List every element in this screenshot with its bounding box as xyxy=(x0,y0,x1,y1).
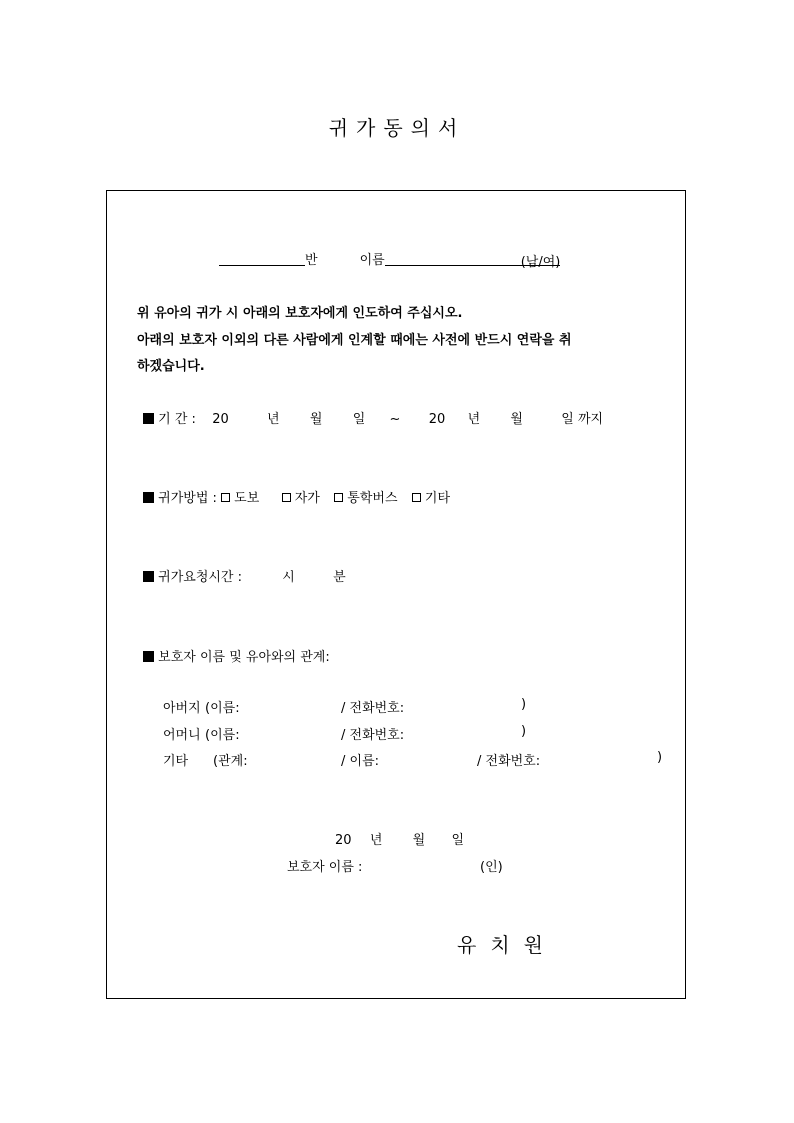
mother-relation: 어머니 xyxy=(163,728,201,743)
intro-line-1: 위 유아의 귀가 시 아래의 보호자에게 인도하여 주십시오. xyxy=(137,306,463,321)
signature-month: 월 xyxy=(412,833,426,848)
bullet-square-icon xyxy=(143,492,154,503)
method-row xyxy=(143,487,450,506)
period-day-until: 일 까지 xyxy=(561,412,604,427)
request-time-hour: 시 xyxy=(282,570,295,585)
request-time-row xyxy=(143,566,346,585)
class-blank[interactable] xyxy=(219,251,305,266)
signature-year-prefix: 20 xyxy=(335,833,352,848)
period-tilde: ~ xyxy=(389,412,401,427)
guardian-row xyxy=(143,646,330,665)
mother-close: ) xyxy=(521,724,527,739)
period-year-2: 년 xyxy=(467,412,481,427)
period-month-1: 월 xyxy=(309,412,323,427)
other-name-label: / 이름: xyxy=(341,754,380,769)
period-year-prefix-1: 20 xyxy=(212,412,229,427)
consent-form-frame xyxy=(106,190,686,999)
name-blank[interactable] xyxy=(385,251,521,266)
bullet-square-icon xyxy=(143,651,154,662)
father-phone-label: / 전화번호: xyxy=(341,701,405,716)
checkbox-other[interactable] xyxy=(412,493,421,502)
other-relation: 기타 xyxy=(163,754,189,769)
request-time-minute: 분 xyxy=(333,570,346,585)
father-relation: 아버지 xyxy=(163,701,201,716)
method-option-bus: 통학버스 xyxy=(347,491,398,506)
mother-name-label: (이름: xyxy=(205,728,240,743)
method-option-other: 기타 xyxy=(424,491,451,506)
name-label: 이름 xyxy=(359,253,385,268)
guardian-label: 보호자 이름 및 유아와의 관계: xyxy=(158,650,330,665)
bullet-square-icon xyxy=(143,571,154,582)
signature-name-label: 보호자 이름 : xyxy=(287,860,363,875)
bullet-square-icon xyxy=(143,413,154,424)
other-close: ) xyxy=(657,750,663,765)
period-day-1: 일 xyxy=(352,412,366,427)
signature-seal: (인) xyxy=(480,860,503,875)
period-year-1: 년 xyxy=(267,412,280,427)
checkbox-walk[interactable] xyxy=(221,493,230,502)
signature-day: 일 xyxy=(451,833,465,848)
class-label: 반 xyxy=(305,253,318,268)
intro-line-3: 하겠습니다. xyxy=(137,359,205,374)
request-time-label: 귀가요청시간 : xyxy=(158,570,243,585)
period-label: 기 간 : xyxy=(158,412,196,427)
signature-date xyxy=(335,829,464,848)
method-label: 귀가방법 : xyxy=(158,491,217,506)
period-month-2: 월 xyxy=(510,412,523,427)
mother-phone-label: / 전화번호: xyxy=(341,728,405,743)
method-option-walk: 도보 xyxy=(234,491,260,506)
father-name-label: (이름: xyxy=(205,701,240,716)
student-line xyxy=(219,249,560,268)
period-row xyxy=(143,408,603,427)
gender-label: (남/여) xyxy=(521,251,561,266)
other-rel-label: (관계: xyxy=(213,754,248,769)
page-title: 귀가동의서 xyxy=(328,116,466,140)
checkbox-bus[interactable] xyxy=(334,493,343,502)
father-close: ) xyxy=(521,697,527,712)
period-year-prefix-2: 20 xyxy=(428,412,446,427)
checkbox-car[interactable] xyxy=(282,493,291,502)
signature-year: 년 xyxy=(369,833,383,848)
method-option-car: 자가 xyxy=(294,491,320,506)
institution-name: 유치원 xyxy=(457,933,557,957)
other-phone-label: / 전화번호: xyxy=(477,754,541,769)
intro-line-2: 아래의 보호자 이외의 다른 사람에게 인계할 때에는 사전에 반드시 연락을 취 xyxy=(137,333,572,348)
